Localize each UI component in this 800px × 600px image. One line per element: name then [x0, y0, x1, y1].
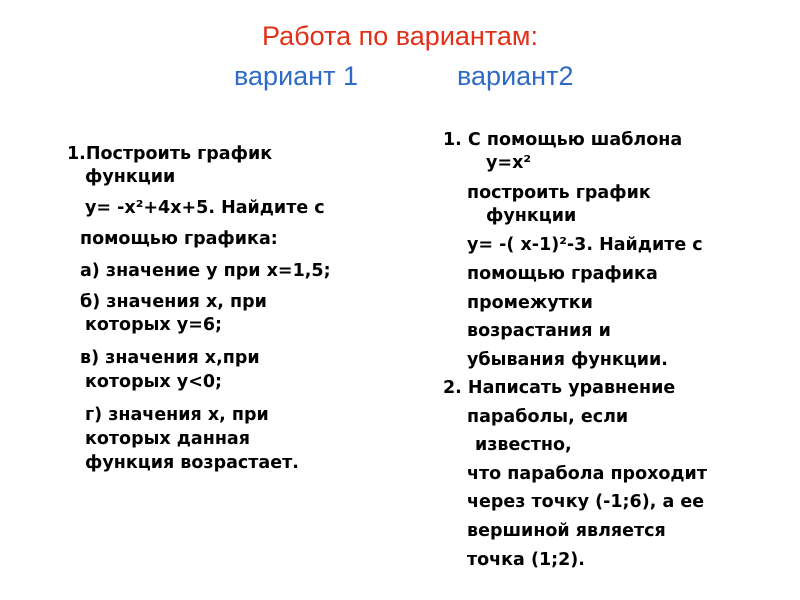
right-line-16: точка (1;2).: [467, 550, 585, 570]
left-line-5: а) значение у при х=1,5;: [80, 261, 331, 281]
right-line-13: что парабола проходит: [467, 464, 707, 484]
right-line-2: у=х²: [486, 153, 532, 173]
left-line-11: которых данная: [85, 429, 250, 449]
right-line-7: промежутки: [467, 293, 593, 313]
right-line-5: у= -( х-1)²-3. Найдите с: [467, 235, 703, 255]
left-line-12: функция возрастает.: [85, 453, 299, 473]
right-line-15: вершиной является: [467, 521, 666, 541]
right-line-1: 1. С помощью шаблона: [443, 130, 683, 150]
right-line-12: известно,: [475, 435, 572, 455]
left-line-6: б) значения х, при: [80, 292, 267, 312]
left-line-2: функции: [85, 167, 176, 187]
page-title: Работа по вариантам:: [262, 21, 538, 51]
left-line-8: в) значения х,при: [80, 348, 260, 368]
left-line-4: помощью графика:: [80, 229, 278, 249]
variant-1-heading: вариант 1: [234, 61, 358, 91]
right-line-6: помощью графика: [467, 264, 658, 284]
left-line-3: у= -х²+4х+5. Найдите с: [85, 198, 325, 218]
left-line-1: 1.Построить график: [67, 144, 273, 164]
right-line-11: параболы, если: [467, 407, 629, 427]
right-line-4: функции: [486, 206, 577, 226]
right-line-14: через точку (-1;6), а ее: [467, 492, 705, 512]
right-line-3: построить график: [467, 183, 651, 203]
left-line-7: которых у=6;: [85, 315, 223, 335]
right-line-8: возрастания и: [467, 321, 611, 341]
variant-2-heading: вариант2: [457, 61, 574, 91]
right-line-10: 2. Написать уравнение: [443, 378, 676, 398]
right-line-9: убывания функции.: [467, 350, 668, 370]
left-line-10: г) значения х, при: [85, 405, 269, 425]
left-line-9: которых у<0;: [85, 372, 223, 392]
